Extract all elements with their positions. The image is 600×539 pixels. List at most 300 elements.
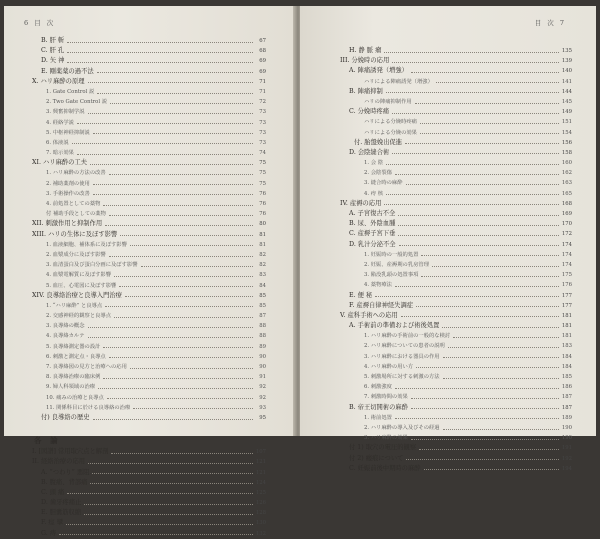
toc-entry xyxy=(340,423,572,433)
toc-entry-page: 67 xyxy=(259,38,266,44)
dot-leader xyxy=(114,317,253,318)
dot-leader xyxy=(110,103,253,104)
dot-leader xyxy=(395,174,559,175)
toc-entry-page: 139 xyxy=(561,58,572,65)
dot-leader xyxy=(395,418,559,419)
toc-entry xyxy=(32,87,266,97)
toc-entry-label: ハリによる分娩時疼痛 xyxy=(364,119,417,126)
toc-entry xyxy=(32,529,266,539)
toc-entry-label: II. 経絡治療の応用 xyxy=(32,458,86,466)
toc-entry-label: 2. 会陰裂傷 xyxy=(364,170,392,177)
toc-entry-page: 71 xyxy=(259,88,266,95)
toc-entry-page: 185 xyxy=(561,374,572,380)
toc-entry-page: 168 xyxy=(561,200,572,207)
toc-entry xyxy=(32,260,266,270)
toc-entry-page: 82 xyxy=(259,251,266,258)
toc-entry-label: B. 腹痛、背部痛 xyxy=(41,478,88,486)
toc-entry-page: 68 xyxy=(259,48,266,55)
toc-entry-label: C. 肝 孔 xyxy=(41,47,65,55)
toc-entry-page: 163 xyxy=(561,180,572,187)
toc-entry-page: 75 xyxy=(259,170,266,177)
toc-entry-label: 7. 良導絡図の見方と治療への応用 xyxy=(46,364,127,370)
toc-entry xyxy=(340,301,572,311)
toc-entry-label: E. 胆囊筋収縮 xyxy=(41,509,82,517)
toc-entry xyxy=(32,77,266,87)
toc-entry-label: 6. 刺激強度 xyxy=(364,384,392,391)
toc-entry-page: 84 xyxy=(259,282,266,289)
toc-entry xyxy=(340,362,572,372)
toc-entry-label: 5. 血圧、心電図に及ぼす影響 xyxy=(46,282,117,289)
dot-leader xyxy=(398,215,559,216)
toc-entry-page: 176 xyxy=(561,282,572,289)
toc-entry xyxy=(340,158,572,168)
toc-entry-page: 81 xyxy=(259,241,266,248)
toc-entry xyxy=(32,179,266,189)
toc-entry xyxy=(340,280,572,290)
dot-leader xyxy=(114,276,253,277)
dot-leader xyxy=(392,62,559,63)
toc-entry xyxy=(32,311,266,321)
toc-entry xyxy=(340,321,572,331)
toc-entry xyxy=(340,66,572,76)
toc-entry-label: 3. 縫合時の麻酔 xyxy=(364,180,403,187)
toc-entry-page: 83 xyxy=(259,272,266,279)
dot-leader xyxy=(77,154,253,155)
toc-entry-page: 130 xyxy=(255,520,266,527)
dot-leader xyxy=(109,174,253,175)
toc-entry xyxy=(340,209,572,219)
dot-leader xyxy=(420,133,559,134)
toc-entry-label: 付) 良導絡の歴史 xyxy=(41,413,90,421)
right-running-head: 目 次 7 xyxy=(534,19,566,27)
dot-leader xyxy=(67,52,253,53)
toc-entry xyxy=(340,128,572,138)
toc-entry-label: V. 産科手術への応用 xyxy=(340,311,398,319)
dot-leader xyxy=(130,368,253,369)
toc-entry-label: 2. 血漿成分に及ぼす影響 xyxy=(46,251,106,258)
toc-entry-label: 3. ハリ麻酔の効果 xyxy=(364,435,408,442)
toc-entry xyxy=(32,138,266,148)
dot-leader xyxy=(411,398,559,399)
toc-entry-page: 181 xyxy=(561,333,572,340)
toc-entry xyxy=(32,488,266,498)
toc-entry xyxy=(32,270,266,280)
toc-entry xyxy=(32,362,266,372)
section-title: 各 論 xyxy=(34,436,61,446)
toc-entry xyxy=(340,464,572,474)
toc-entry-label: ハリによる陣痛誘発（増強） xyxy=(364,78,433,85)
toc-entry-page: 88 xyxy=(259,333,266,340)
toc-entry xyxy=(32,36,266,46)
toc-entry xyxy=(340,148,572,158)
toc-entry xyxy=(32,240,266,250)
dot-leader xyxy=(375,296,559,297)
toc-entry-page: 154 xyxy=(561,129,572,136)
dot-leader xyxy=(66,524,253,525)
toc-entry-label: 3. 陥没乳頭の処置事項 xyxy=(364,272,419,279)
toc-entry-label: 1. “ハリ麻酔” と良導点 xyxy=(46,302,103,309)
toc-entry xyxy=(340,189,572,199)
toc-entry-label: 10. 痛みの治療と良導点 xyxy=(46,394,104,401)
toc-entry-label: C. 分娩時疼痛 xyxy=(349,108,390,116)
toc-entry xyxy=(340,87,572,97)
toc-entry xyxy=(32,118,266,128)
toc-entry xyxy=(32,107,266,117)
toc-entry-page: 174 xyxy=(561,241,572,248)
toc-entry-page: 95 xyxy=(259,414,266,421)
toc-entry-page: 80 xyxy=(259,221,266,228)
toc-entry-page: 76 xyxy=(259,201,266,207)
toc-entry-page: 149 xyxy=(561,109,572,116)
toc-entry-label: 4. 前処置としての薬物 xyxy=(46,201,101,207)
dot-leader xyxy=(436,82,559,83)
left-page xyxy=(4,6,296,537)
toc-entry-page: 181 xyxy=(561,312,572,319)
toc-entry xyxy=(32,393,266,403)
dot-leader xyxy=(420,123,559,124)
dot-leader xyxy=(119,286,253,287)
toc-entry-label: XI. ハリ麻酔の工夫 xyxy=(32,159,88,167)
toc-entry-label: 1. Gate Control 説 xyxy=(46,88,95,95)
dot-leader xyxy=(416,367,559,368)
dot-leader xyxy=(84,514,253,515)
toc-entry-page: 107 xyxy=(255,449,266,456)
dot-leader xyxy=(448,347,559,348)
toc-entry-page: 177 xyxy=(561,302,572,309)
toc-entry-page: 135 xyxy=(561,48,572,54)
toc-entry-page: 187 xyxy=(561,394,572,401)
dot-leader xyxy=(125,296,253,297)
toc-entry-page: 89 xyxy=(259,343,266,350)
toc-entry xyxy=(32,189,266,199)
toc-entry-label: B. 肝 斬 xyxy=(41,37,65,44)
toc-entry-label: 付 1) 取穴の電圧的観察 xyxy=(349,444,417,452)
toc-entry-label: 3. 良導絡の概念 xyxy=(46,323,85,330)
toc-entry xyxy=(32,342,266,352)
toc-entry-label: 4. 血漿電解質に及ぼす影響 xyxy=(46,272,112,279)
dot-leader xyxy=(406,184,559,185)
toc-entry-label: XIII. ハリの生体に及ぼす影響 xyxy=(32,230,118,238)
dot-leader xyxy=(453,337,559,338)
toc-entry xyxy=(32,250,266,260)
toc-entry-page: 121 xyxy=(255,459,266,466)
toc-entry-page: 141 xyxy=(561,78,572,85)
toc-entry-label: 1. 血液細胞、補体系に及ぼす影響 xyxy=(46,241,127,248)
toc-entry-label: 8. 良導絡治療の臨床例 xyxy=(46,374,101,381)
toc-entry xyxy=(340,219,572,229)
dot-leader xyxy=(67,62,253,63)
toc-entry-label: A. “つわり” 悪阻 xyxy=(41,468,90,476)
toc-entry-label: 2. 交感神経的観察と良導点 xyxy=(46,313,112,320)
dot-leader xyxy=(90,164,253,165)
toc-entry-page: 72 xyxy=(259,99,266,106)
toc-entry-label: 1. 会 陰 xyxy=(364,160,384,167)
toc-entry-page: 87 xyxy=(259,313,266,320)
toc-entry-page: 160 xyxy=(561,160,572,167)
toc-entry-page: 191 xyxy=(561,445,572,452)
toc-entry-label: 9. 婦人科領域の治療 xyxy=(46,384,96,391)
toc-entry xyxy=(340,178,572,188)
left-toc xyxy=(32,36,266,539)
toc-entry-page: 74 xyxy=(259,150,266,157)
toc-entry-label: 付 補助手段としての薬物 xyxy=(46,211,106,218)
toc-entry xyxy=(340,392,572,402)
dot-leader xyxy=(401,316,559,317)
dot-leader xyxy=(84,504,253,505)
toc-entry-page: 126 xyxy=(255,500,266,507)
dot-leader xyxy=(93,194,253,195)
toc-entry xyxy=(340,77,572,87)
toc-entry xyxy=(32,447,266,457)
toc-entry-page: 90 xyxy=(259,353,266,360)
dot-leader xyxy=(443,429,559,430)
toc-entry-page: 140 xyxy=(561,68,572,75)
toc-entry-label: A. 子宮復古不全 xyxy=(349,210,396,217)
toc-entry-page: 174 xyxy=(561,261,572,268)
toc-entry-page: 75 xyxy=(259,180,266,187)
toc-entry-page: 76 xyxy=(259,190,266,197)
toc-entry xyxy=(32,97,266,107)
toc-entry-page: 92 xyxy=(259,394,266,401)
toc-entry-page: 128 xyxy=(255,510,266,517)
toc-entry xyxy=(340,168,572,178)
toc-entry-label: A. 手術前の準備および術後処置 xyxy=(349,322,440,330)
toc-entry-page: 69 xyxy=(259,68,266,75)
dot-leader xyxy=(120,235,253,236)
dot-leader xyxy=(392,153,559,154)
dot-leader xyxy=(111,453,253,454)
dot-leader xyxy=(105,306,253,307)
toc-entry xyxy=(340,56,572,66)
toc-entry xyxy=(32,518,266,528)
toc-entry-page: 187 xyxy=(561,404,572,411)
toc-entry-page: 88 xyxy=(259,323,266,330)
dot-leader xyxy=(141,266,254,267)
dot-leader xyxy=(107,398,253,399)
toc-entry-label: H. 静 脈 瘤 xyxy=(349,47,382,54)
toc-entry xyxy=(340,240,572,250)
dot-leader xyxy=(395,388,559,389)
dot-leader xyxy=(103,347,253,348)
toc-entry xyxy=(32,230,266,240)
dot-leader xyxy=(384,204,558,205)
toc-entry-page: 91 xyxy=(259,374,266,381)
toc-entry-label: 7. 刺激時間の効果 xyxy=(364,394,408,401)
toc-entry-label: 7. 暗示効果 xyxy=(46,150,74,157)
dot-leader xyxy=(72,143,253,144)
toc-entry-label: 3. ハリ麻酔における器具の作用 xyxy=(364,353,440,360)
toc-entry xyxy=(340,443,572,453)
dot-leader xyxy=(442,327,558,328)
dot-leader xyxy=(133,408,253,409)
dot-leader xyxy=(103,378,253,379)
toc-entry xyxy=(32,301,266,311)
dot-leader xyxy=(415,103,559,104)
toc-entry-page: 121 xyxy=(255,469,266,476)
dot-leader xyxy=(98,388,253,389)
toc-entry-label: 1. 妊娠時の一般的処置 xyxy=(364,251,419,258)
toc-entry-label: 3. 手術操作の改善 xyxy=(46,190,90,197)
dot-leader xyxy=(97,93,253,94)
toc-entry-label: 2. ハリ麻酔の導入及びその経過 xyxy=(364,424,440,431)
toc-entry xyxy=(32,56,266,66)
toc-entry-page: 156 xyxy=(561,139,572,146)
toc-entry-label: 3. 血清蛋白及び蛋白分画に及ぼす影響 xyxy=(46,262,138,269)
dot-leader xyxy=(395,286,559,287)
dot-leader xyxy=(443,378,559,379)
dot-leader xyxy=(88,337,253,338)
toc-entry-label: 3. 興奮抑制学説 xyxy=(46,109,85,116)
toc-entry-page: 93 xyxy=(259,404,266,411)
toc-entry xyxy=(32,413,266,423)
toc-entry-label: D. 会陰縫合術 xyxy=(349,148,390,156)
toc-entry-label: XII. 刺激作用と抑制作用 xyxy=(32,220,103,228)
toc-entry-label: C. 産褥子宮下垂 xyxy=(349,230,396,238)
dot-leader xyxy=(398,235,558,236)
toc-entry xyxy=(32,478,266,488)
toc-entry-label: F. 痙 攣 xyxy=(41,519,63,527)
dot-leader xyxy=(398,225,558,226)
toc-entry xyxy=(340,372,572,382)
dot-leader xyxy=(406,459,558,460)
dot-leader xyxy=(90,483,252,484)
dot-leader xyxy=(411,72,559,73)
dot-leader xyxy=(432,266,559,267)
toc-entry-page: 144 xyxy=(561,88,572,95)
toc-entry-label: C. 妊娠前後中期時の麻酔 xyxy=(349,464,421,472)
toc-entry xyxy=(32,209,266,219)
toc-entry xyxy=(340,352,572,362)
toc-entry-label: 6. 体液説 xyxy=(46,139,69,146)
toc-entry-label: I. [図譜] 常用取穴点と解剖 xyxy=(32,448,109,456)
toc-entry xyxy=(32,372,266,382)
toc-entry-page: 132 xyxy=(255,530,266,537)
toc-entry-label: 4. 薬物療法 xyxy=(364,282,392,289)
toc-entry xyxy=(32,508,266,518)
toc-entry xyxy=(340,107,572,117)
dot-leader xyxy=(67,42,253,43)
toc-entry-label: IV. 産褥の応用 xyxy=(340,199,382,207)
toc-entry xyxy=(32,199,266,209)
toc-entry xyxy=(32,219,266,229)
toc-entry-page: 73 xyxy=(259,139,266,146)
toc-entry-label: 1. ハリ麻酔の手術前の一般的な検討 xyxy=(364,333,451,340)
dot-leader xyxy=(421,255,558,256)
toc-entry-page: 183 xyxy=(561,343,572,350)
dot-leader xyxy=(443,357,559,358)
toc-entry-label: 4. ハリ麻酔の用い方 xyxy=(364,363,414,370)
toc-entry-page: 76 xyxy=(259,211,266,218)
toc-entry-label: 4. 経絡学説 xyxy=(46,119,74,126)
toc-entry-page: 85 xyxy=(259,302,266,309)
toc-entry xyxy=(32,67,266,77)
toc-entry-page: 175 xyxy=(561,272,572,279)
toc-entry-page: 184 xyxy=(561,353,572,360)
toc-entry xyxy=(32,498,266,508)
toc-entry-page: 189 xyxy=(561,414,572,421)
dot-leader xyxy=(97,72,253,73)
toc-entry-label: B. 陣痛抑制 xyxy=(349,87,383,95)
dot-leader xyxy=(386,92,559,93)
toc-entry-label: D. 矢 神 xyxy=(41,57,65,65)
toc-entry xyxy=(32,46,266,56)
left-running-head: 6 目 次 xyxy=(24,19,56,27)
dot-leader xyxy=(103,205,253,206)
toc-entry xyxy=(32,331,266,341)
toc-entry-page: 194 xyxy=(561,465,572,472)
toc-entry xyxy=(340,382,572,392)
toc-entry xyxy=(340,403,572,413)
toc-entry-label: XIV. 良導絡治療と良導入門治療 xyxy=(32,291,122,299)
toc-entry-page: 82 xyxy=(259,262,266,269)
dot-leader xyxy=(59,534,253,535)
toc-entry xyxy=(32,148,266,158)
toc-entry-label: III. 分娩時の応用 xyxy=(340,57,390,65)
dot-leader xyxy=(109,357,253,358)
dot-leader xyxy=(392,113,559,114)
toc-entry xyxy=(340,46,572,56)
toc-entry-page: 177 xyxy=(561,292,572,299)
toc-entry xyxy=(340,229,572,239)
toc-entry-label: X. ハリ麻酔の原理 xyxy=(32,77,85,85)
dot-leader xyxy=(405,143,559,144)
toc-entry-label: 4. 痔 核 xyxy=(364,190,384,197)
toc-entry xyxy=(340,199,572,209)
toc-entry-page: 192 xyxy=(561,455,572,462)
toc-entry-page: 145 xyxy=(561,98,572,105)
toc-entry-label: E. 便 秘 xyxy=(349,291,373,299)
toc-entry-page: 124 xyxy=(255,479,266,486)
toc-entry xyxy=(340,260,572,270)
dot-leader xyxy=(416,306,559,307)
dot-leader xyxy=(67,493,253,494)
dot-leader xyxy=(88,463,253,464)
toc-entry-page: 165 xyxy=(561,190,572,197)
toc-entry-label: 11. 関係科目に於ける良導絡の治療 xyxy=(46,404,131,411)
toc-entry-page: 170 xyxy=(561,221,572,228)
dot-leader xyxy=(88,113,253,114)
toc-entry-label: D. 乳汁分泌不全 xyxy=(349,240,396,248)
toc-entry-page: 151 xyxy=(561,119,572,126)
toc-entry-label: D. 歯牙疼痛止 xyxy=(41,499,82,507)
dot-leader xyxy=(411,408,559,409)
toc-entry-label: 1. ハリ麻酔の方法の改善 xyxy=(46,170,106,177)
toc-entry-label: 5. 中枢神経抑制説 xyxy=(46,129,90,136)
toc-entry-page: 172 xyxy=(561,231,572,238)
toc-entry-page: 162 xyxy=(561,170,572,177)
toc-entry-label: E. 剛薬薬の過不法 xyxy=(41,67,94,75)
toc-entry xyxy=(32,403,266,413)
toc-entry xyxy=(32,281,266,291)
toc-entry-label: G. 痔 xyxy=(41,529,57,537)
toc-entry xyxy=(340,117,572,127)
toc-entry-label: A. 陣痛誘発（増強） xyxy=(349,67,408,75)
dot-leader xyxy=(93,419,253,420)
toc-entry-page: 69 xyxy=(259,58,266,65)
toc-entry-page: 73 xyxy=(259,129,266,136)
dot-leader xyxy=(93,184,253,185)
toc-entry-page: 169 xyxy=(561,211,572,217)
toc-entry-label: 2. ハリ麻酔についての患者の説明 xyxy=(364,343,445,350)
toc-entry-label: ハリの陣痛抑制作用 xyxy=(364,98,412,105)
toc-entry xyxy=(32,457,266,467)
toc-entry xyxy=(340,341,572,351)
toc-entry xyxy=(32,158,266,168)
right-page xyxy=(300,6,596,472)
dot-leader xyxy=(88,327,253,328)
toc-entry xyxy=(340,270,572,280)
toc-entry-label: 2. Two Gate Control 説 xyxy=(46,99,108,106)
